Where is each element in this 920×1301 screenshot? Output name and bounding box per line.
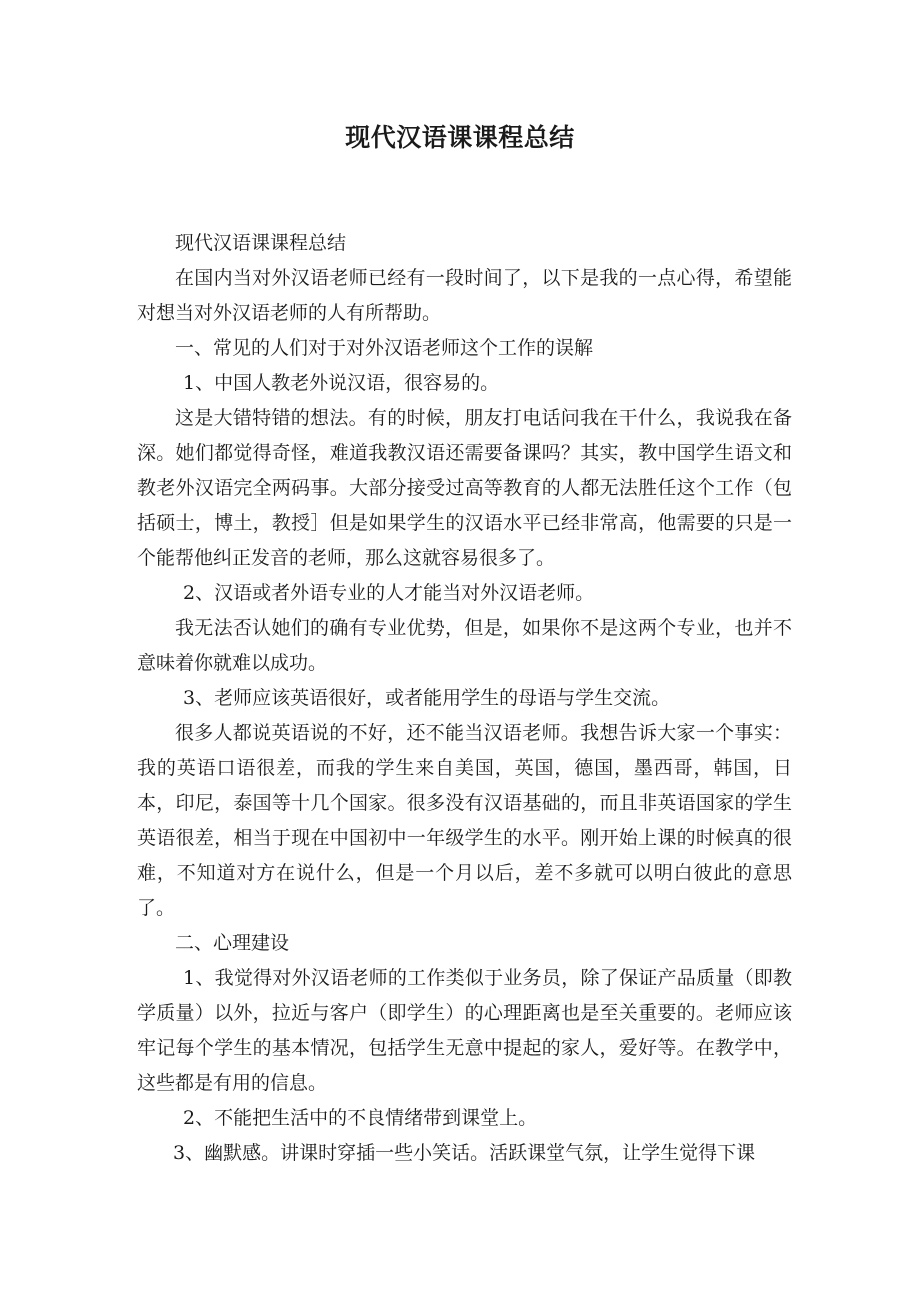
numbered-item-2-3: 3、幽默感。讲课时穿插一些小笑话。活跃课堂气氛，让学生觉得下课 <box>173 1142 756 1164</box>
body-paragraph: 很多人都说英语说的不好，还不能当汉语老师。我想告诉大家一个事实：我的英语口语很差，而我的学生来自美国，英国，德国，墨西哥，韩国，日本，印尼，泰国等十几个国家。很多没有汉语基础的，而且非英语国家的学生英语很差，相当于现在中国初中一年级学生的水平。刚开始上课的时候真的很难，不知道对方在说什么，但是一个月以后，差不多就可以明白彼此的意思了。 <box>137 722 792 919</box>
body-paragraph: 这是大错特错的想法。有的时候，朋友打电话问我在干什么，我说我在备深。她们都觉得奇怪，难道我教汉语还需要备课吗？其实，教中国学生语文和教老外汉语完全两码事。大部分接受过高等教育的人都无法胜任这个工作（包括硕士，博土，教授］但是如果学生的汉语水平已经非常高，他需要的只是一个能帮他纠正发音的老师，那么这就容易很多了。 <box>137 407 792 569</box>
numbered-item-1-2: 2、汉语或者外语专业的人才能当对外汉语老师。 <box>183 582 595 604</box>
intro-paragraph: 在国内当对外汉语老师已经有一段时间了，以下是我的一点心得，希望能对想当对外汉语老师的人有所帮助。 <box>137 267 792 324</box>
document-title: 现代汉语课课程总结 <box>345 123 575 152</box>
numbered-item-2-1: 1、我觉得对外汉语老师的工作类似于业务员，除了保证产品质量（即教学质量）以外，拉近与客户（即学生）的心理距离也是至关重要的。老师应该牢记每个学生的基本情况，包括学生无意中提起的家人，爱好等。在教学中，这些都是有用的信息。 <box>137 967 792 1094</box>
document-body <box>137 226 792 1171</box>
body-subtitle: 现代汉语课课程总结 <box>175 232 347 254</box>
section-heading-1: 一、常见的人们对于对外汉语老师这个工作的误解 <box>175 337 594 359</box>
numbered-item-1-1: 1、中国人教老外说汉语，很容易的。 <box>183 372 500 394</box>
numbered-item-2-2: 2、不能把生活中的不良情绪带到课堂上。 <box>183 1107 538 1129</box>
body-paragraph: 我无法否认她们的确有专业优势，但是，如果你不是这两个专业，也并不意味着你就难以成功。 <box>137 617 792 674</box>
numbered-item-1-3: 3、老师应该英语很好，或者能用学生的母语与学生交流。 <box>183 687 671 709</box>
section-heading-2: 二、心理建设 <box>175 932 290 954</box>
